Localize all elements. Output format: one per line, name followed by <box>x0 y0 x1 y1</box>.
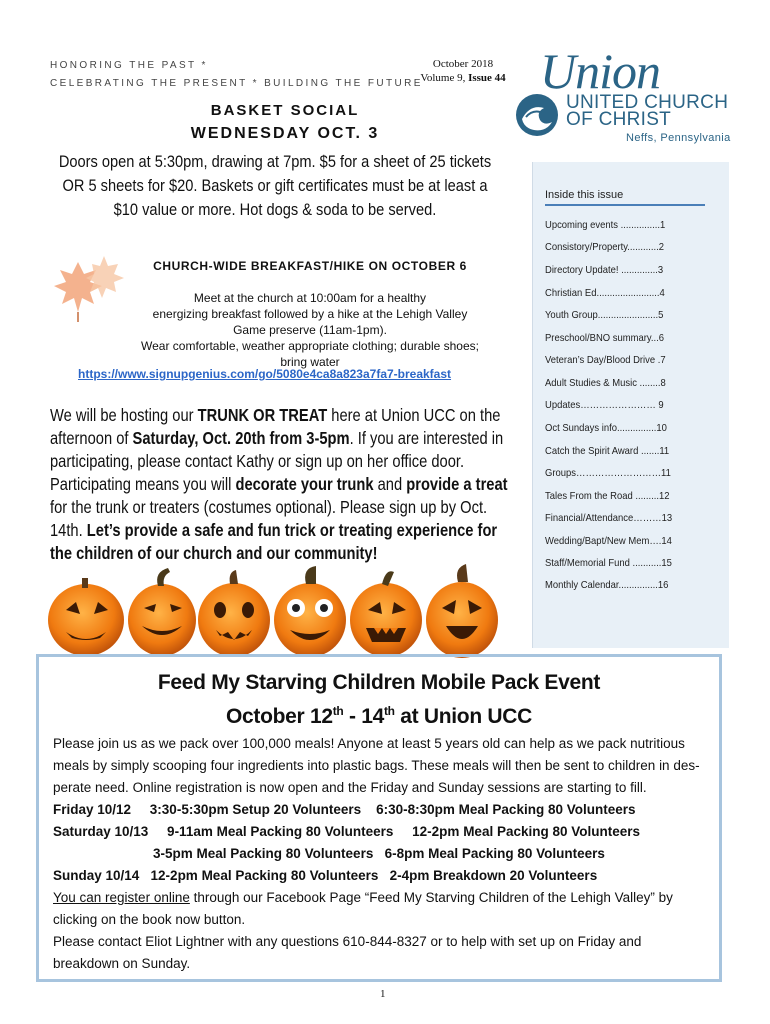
toc-item: Monthly Calendar...............16 <box>545 579 669 591</box>
feed-register-rest: through our Facebook Page “Feed My Starving Children of the Lehigh Valley” by clicking on the book now button. <box>53 890 673 927</box>
feed-subtitle-part: - 14 <box>343 705 384 728</box>
trunk-text: here at Union UCC on the afternoon of <box>50 405 501 448</box>
logo-line1: UNITED CHURCH <box>566 92 729 113</box>
breakfast-line: Wear comfortable, weather appropriate clothing; durable shoes; <box>141 339 479 353</box>
feed-intro: Please join us as we pack over 100,000 meals! Anyone at least 5 years old can help as we pack nutritious meals by simply scooping four ingredients into plastic bags. These meals will then be sent to children in des-perate need. Online registration is now open and the Friday and Sunday sessions are starting to fill. <box>53 736 700 795</box>
pumpkin-icon <box>350 571 422 657</box>
logo-line2: OF CHRIST <box>566 109 672 130</box>
feed-friday: Friday 10/12 3:30-5:30pm Setup 20 Volunteers 6:30-8:30pm Meal Packing 80 Volunteers <box>53 802 636 817</box>
toc-item: Groups………………………11 <box>545 467 671 479</box>
trunk-date-bold: Saturday, Oct. 20th from 3-5pm <box>132 428 350 448</box>
toc-item: Tales From the Road .........12 <box>545 490 670 502</box>
pumpkin-icon <box>274 566 346 657</box>
feed-subtitle-sup: th <box>332 704 344 718</box>
trunk-closing-bold: Let’s provide a safe and fun trick or treating experience for the children of our church and our community! <box>50 520 498 563</box>
feed-subtitle-part: at Union UCC <box>394 705 532 728</box>
tagline-bottom: CELEBRATING THE PRESENT * BUILDING THE FUTURE <box>50 78 423 89</box>
breakfast-line: bring water <box>280 355 340 369</box>
feed-title: Feed My Starving Children Mobile Pack Event <box>157 671 601 694</box>
toc-item: Adult Studies & Music ........8 <box>545 377 666 389</box>
church-logo <box>514 43 754 150</box>
feed-subtitle-sup: th <box>383 704 395 718</box>
pumpkin-icon <box>128 568 196 656</box>
basket-social-line: $10 value or more. Hot dogs & soda to be served. <box>113 200 437 219</box>
toc-item: Veteran’s Day/Blood Drive .7 <box>545 354 666 366</box>
trunk-treat-bold: provide a treat <box>406 474 508 494</box>
feed-body <box>39 731 719 975</box>
basket-social-body <box>30 150 520 222</box>
breakfast-line: Meet at the church at 10:00am for a healthy <box>193 291 427 305</box>
issue-info <box>408 57 518 85</box>
toc-item: Wedding/Bapt/New Mem….14 <box>545 535 672 547</box>
issue-number: Issue 44 <box>468 72 506 84</box>
feed-subtitle <box>39 697 719 731</box>
basket-social-section <box>40 102 530 143</box>
toc-item: Youth Group.......................5 <box>545 309 664 321</box>
register-online-link[interactable]: You can register online <box>53 890 190 905</box>
toc-item: Consistory/Property............2 <box>545 241 665 253</box>
toc-item: Oct Sundays info...............10 <box>545 422 667 434</box>
logo-place: Neffs, Pennsylvania <box>626 132 731 144</box>
feed-subtitle-part: October 12 <box>226 705 333 728</box>
trunk-text: We will be hosting our <box>50 405 198 425</box>
toc-item: Preschool/BNO summary...6 <box>545 332 665 344</box>
trunk-decorate-bold: decorate your trunk <box>235 474 374 494</box>
pumpkins-image <box>44 560 524 660</box>
breakfast-body <box>120 290 500 370</box>
autumn-leaves-icon <box>48 252 126 324</box>
trunk-text: . If you are interested in participating, please contact Kathy or sign up on her office door. Participating means you will <box>50 428 504 494</box>
toc-item: Christian Ed........................4 <box>545 287 665 299</box>
breakfast-line: Game preserve (11am-1pm). <box>233 323 387 337</box>
pumpkin-icon <box>426 564 498 658</box>
feed-contact: Please contact Eliot Lightner with any questions 610-844-8327 or to help with set up on Friday and breakdown on Sunday. <box>53 934 642 971</box>
toc-item: Directory Update! ..............3 <box>545 264 664 276</box>
toc-item: Upcoming events ...............1 <box>545 219 666 231</box>
trunk-text: and <box>373 474 407 494</box>
feed-my-starving-children-box <box>36 654 722 982</box>
feed-register <box>53 887 707 931</box>
logo-word: Union <box>540 43 660 99</box>
basket-social-line: OR 5 sheets for $20. Baskets or gift certificates must be at least a <box>62 176 488 195</box>
toc-item: Financial/Attendance………13 <box>545 512 673 524</box>
breakfast-line: energizing breakfast followed by a hike at the Lehigh Valley <box>152 307 468 321</box>
issue-volume: Volume 9, <box>420 72 466 84</box>
trunk-or-treat-paragraph <box>50 404 520 565</box>
tagline-top: HONORING THE PAST * <box>50 60 208 71</box>
trunk-or-treat-bold: TRUNK OR TREAT <box>197 405 328 425</box>
breakfast-signup-link[interactable]: https://www.signupgenius.com/go/5080e4ca8a823a7fa7-breakfast <box>78 367 452 381</box>
toc-item: Catch the Spirit Award .......11 <box>545 445 670 457</box>
page-number: 1 <box>380 988 386 1000</box>
toc-item: Staff/Memorial Fund ...........15 <box>545 557 672 569</box>
feed-saturday-2: 3-5pm Meal Packing 80 Volunteers 6-8pm Meal Packing 80 Volunteers <box>153 846 605 861</box>
feed-sunday: Sunday 10/14 12-2pm Meal Packing 80 Volunteers 2-4pm Breakdown 20 Volunteers <box>53 868 598 883</box>
basket-social-date: WEDNESDAY OCT. 3 <box>190 125 380 142</box>
toc-item: Updates…………………… 9 <box>545 399 664 411</box>
issue-date: October 2018 <box>432 58 494 70</box>
inside-this-issue-title: Inside this issue <box>545 189 705 206</box>
basket-social-title: BASKET SOCIAL <box>210 102 360 119</box>
basket-social-line: Doors open at 5:30pm, drawing at 7pm. $5 for a sheet of 25 tickets <box>58 152 492 171</box>
pumpkin-icon <box>48 578 124 656</box>
trunk-text: for the trunk or treaters (costumes optional). Please sign up by Oct. 14th. <box>50 497 488 540</box>
breakfast-title: CHURCH-WIDE BREAKFAST/HIKE ON OCTOBER 6 <box>153 259 467 273</box>
pumpkin-icon <box>198 570 270 657</box>
issue-volume-line <box>408 71 518 85</box>
feed-saturday: Saturday 10/13 9-11am Meal Packing 80 Volunteers 12-2pm Meal Packing 80 Volunteers <box>53 824 641 839</box>
